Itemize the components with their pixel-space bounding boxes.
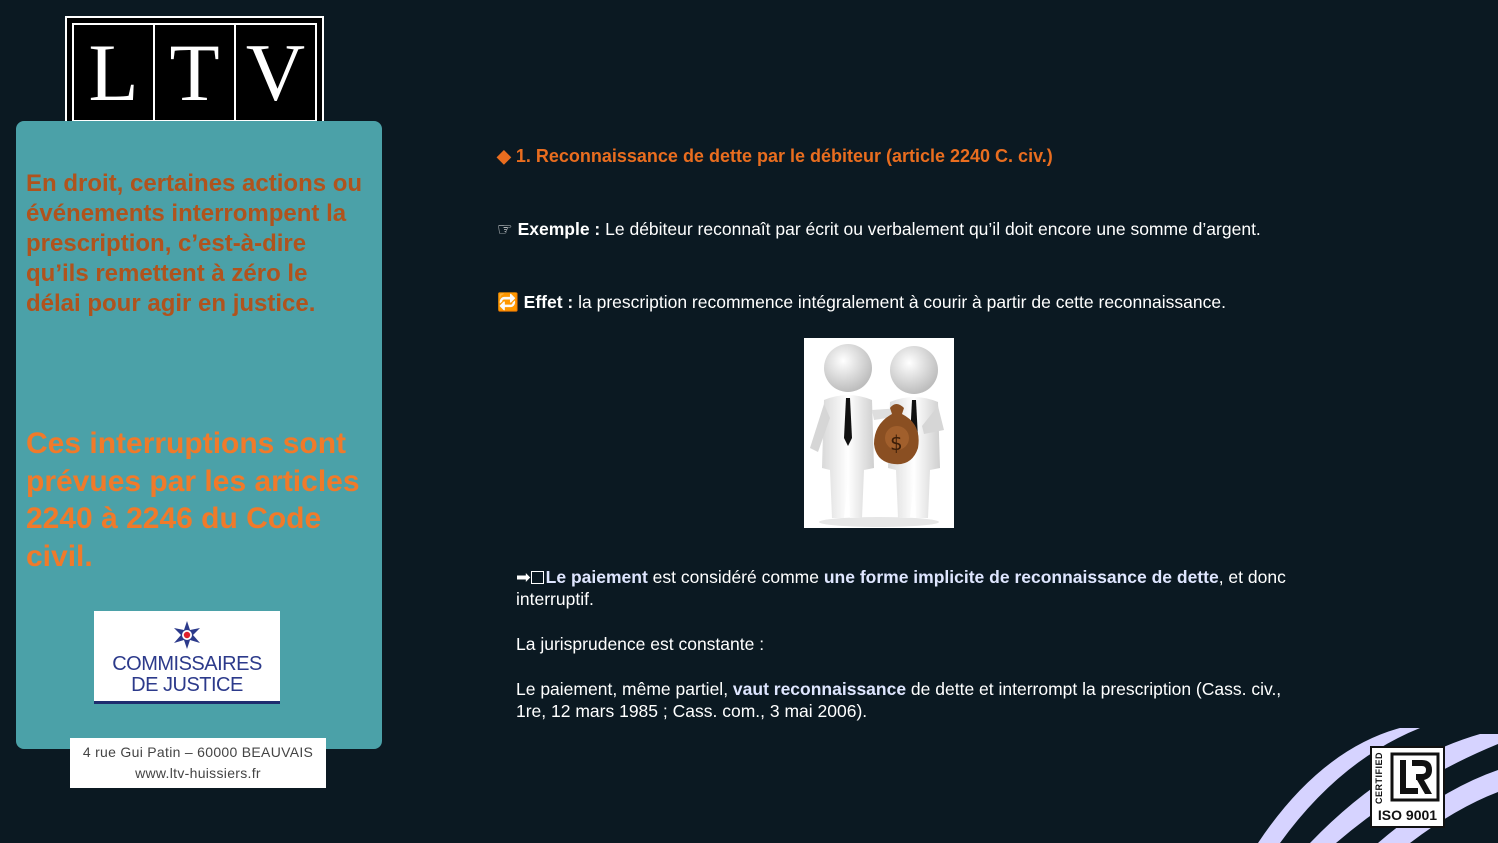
iso-9001-badge — [1370, 746, 1445, 828]
partial-text-2: de dette et interrompt la prescription (Cass. civ., 1re, 12 mars 1985 ; Cass. com., 3 mai 2006). — [516, 679, 1282, 721]
effect-paragraph — [497, 292, 1226, 313]
badge-line-2: DE JUSTICE — [131, 674, 243, 696]
certified-label: CERTIFIED — [1374, 751, 1384, 804]
money-handover-illustration — [804, 338, 954, 528]
sidebar-highlight-text: Ces interruptions sont prévues par les articles 2240 à 2246 du Code civil. — [26, 427, 360, 573]
section-title-text: 1. Reconnaissance de dette par le débiteur (article 2240 C. civ.) — [515, 146, 1053, 166]
payment-text-2: , et donc interruptif. — [516, 567, 1286, 609]
section-title — [497, 146, 1053, 167]
effect-label: Effet : — [523, 292, 574, 312]
empty-box-icon — [531, 571, 544, 584]
payment-bold-1: Le paiement — [545, 567, 648, 587]
logo-letter-t: T — [155, 25, 236, 120]
ltv-logo — [65, 16, 324, 129]
jurisprudence-heading: La jurisprudence est constante : — [516, 634, 765, 654]
logo-letter-v: V — [245, 26, 306, 118]
address-box — [70, 738, 326, 788]
effect-text: la prescription recommence intégralement à courir à partir de cette reconnaissance. — [573, 292, 1226, 312]
lr-logo-icon — [1390, 752, 1440, 802]
partial-text-1: Le paiement, même partiel, — [516, 679, 733, 699]
commissaires-de-justice-badge — [94, 611, 280, 704]
payment-paragraph — [516, 566, 1316, 610]
right-arrow-icon: ➡ — [516, 567, 531, 587]
svg-text:$: $ — [890, 431, 903, 455]
emblem-icon — [170, 621, 204, 649]
example-text: Le débiteur reconnaît par écrit ou verbalement qu’il doit encore une somme d’argent. — [600, 219, 1261, 239]
example-label: Exemple : — [517, 219, 601, 239]
iso-label: ISO 9001 — [1377, 807, 1438, 823]
partial-payment-paragraph — [516, 678, 1316, 722]
example-paragraph — [497, 219, 1261, 240]
partial-bold: vaut reconnaissance — [732, 679, 907, 699]
payment-text-1: est considéré comme — [647, 567, 824, 587]
repeat-arrows-icon: 🔁 — [497, 292, 519, 312]
badge-line-1: COMMISSAIRES — [112, 653, 262, 675]
payment-bold-2: une forme implicite de reconnaissance de dette — [823, 567, 1219, 587]
address-line: 4 rue Gui Patin – 60000 BEAUVAIS — [82, 744, 314, 760]
diamond-bullet-icon: ◆ — [497, 146, 511, 166]
pointing-hand-icon: ☞ — [497, 219, 513, 239]
logo-letter-l: L — [74, 25, 155, 120]
sidebar-intro-text: En droit, certaines actions ou événements interrompent la prescription, c’est-à-dire qu’ils remettent à zéro le délai pour agir en justice. — [26, 170, 363, 317]
website-link[interactable]: www.ltv-huissiers.fr — [135, 765, 261, 781]
